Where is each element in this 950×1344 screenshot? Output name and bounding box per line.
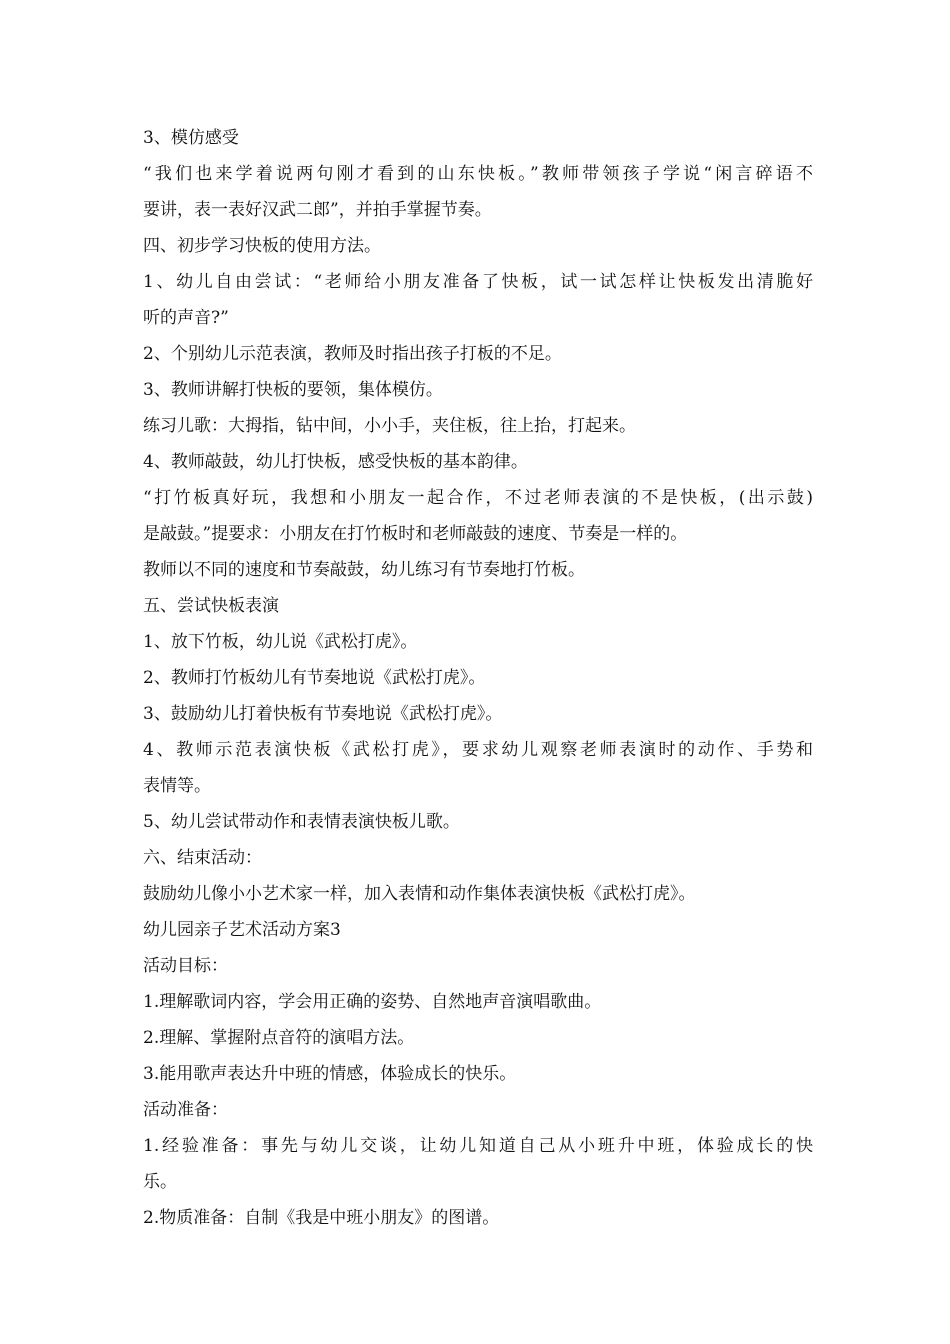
text-line: 要讲，表一表好汉武二郎”，并拍手掌握节奏。 <box>143 200 492 220</box>
text-line: 五、尝试快板表演 <box>143 596 279 616</box>
text-line: 1.经验准备：事先与幼儿交谈，让幼儿知道自己从小班升中班，体验成长的快 <box>143 1136 813 1156</box>
text-line: 是敲鼓。”提要求：小朋友在打竹板时和老师敲鼓的速度、节奏是一样的。 <box>143 524 688 544</box>
text-line: 5、幼儿尝试带动作和表情表演快板儿歌。 <box>143 812 460 832</box>
text-line: 六、结束活动： <box>143 848 262 868</box>
text-line: 1、幼儿自由尝试：“老师给小朋友准备了快板，试一试怎样让快板发出清脆好 <box>143 272 813 292</box>
text-line: 1.理解歌词内容，学会用正确的姿势、自然地声音演唱歌曲。 <box>143 992 602 1012</box>
text-line: 4、教师敲鼓，幼儿打快板，感受快板的基本韵律。 <box>143 452 528 472</box>
document-body <box>143 120 813 1236</box>
text-line: 四、初步学习快板的使用方法。 <box>143 236 381 256</box>
text-line: “我们也来学着说两句刚才看到的山东快板。”教师带领孩子学说“闲言碎语不 <box>143 164 813 184</box>
text-line: 3、鼓励幼儿打着快板有节奏地说《武松打虎》。 <box>143 704 503 724</box>
text-line: 乐。 <box>143 1172 177 1192</box>
text-line: 表情等。 <box>143 776 211 796</box>
text-line: 鼓励幼儿像小小艺术家一样，加入表情和动作集体表演快板《武松打虎》。 <box>143 884 696 904</box>
text-line: 2.物质准备：自制《我是中班小朋友》的图谱。 <box>143 1208 500 1228</box>
text-line: 幼儿园亲子艺术活动方案3 <box>143 920 341 940</box>
text-line: 2、个别幼儿示范表演，教师及时指出孩子打板的不足。 <box>143 344 562 364</box>
text-line: 教师以不同的速度和节奏敲鼓，幼儿练习有节奏地打竹板。 <box>143 560 585 580</box>
text-line: 2.理解、掌握附点音符的演唱方法。 <box>143 1028 415 1048</box>
text-line: 3.能用歌声表达升中班的情感，体验成长的快乐。 <box>143 1064 517 1084</box>
text-line: 1、放下竹板，幼儿说《武松打虎》。 <box>143 632 418 652</box>
text-line: 练习儿歌：大拇指，钻中间，小小手，夹住板，往上抬，打起来。 <box>143 416 636 436</box>
text-line: “打竹板真好玩，我想和小朋友一起合作，不过老师表演的不是快板，(出示鼓) <box>143 488 813 508</box>
text-line: 活动准备： <box>143 1100 228 1120</box>
text-line: 2、教师打竹板幼儿有节奏地说《武松打虎》。 <box>143 668 486 688</box>
text-line: 活动目标： <box>143 956 228 976</box>
text-line: 3、教师讲解打快板的要领，集体模仿。 <box>143 380 443 400</box>
text-line: 3、模仿感受 <box>143 128 239 148</box>
text-line: 4、教师示范表演快板《武松打虎》，要求幼儿观察老师表演时的动作、手势和 <box>143 740 813 760</box>
text-line: 听的声音?” <box>143 308 229 328</box>
